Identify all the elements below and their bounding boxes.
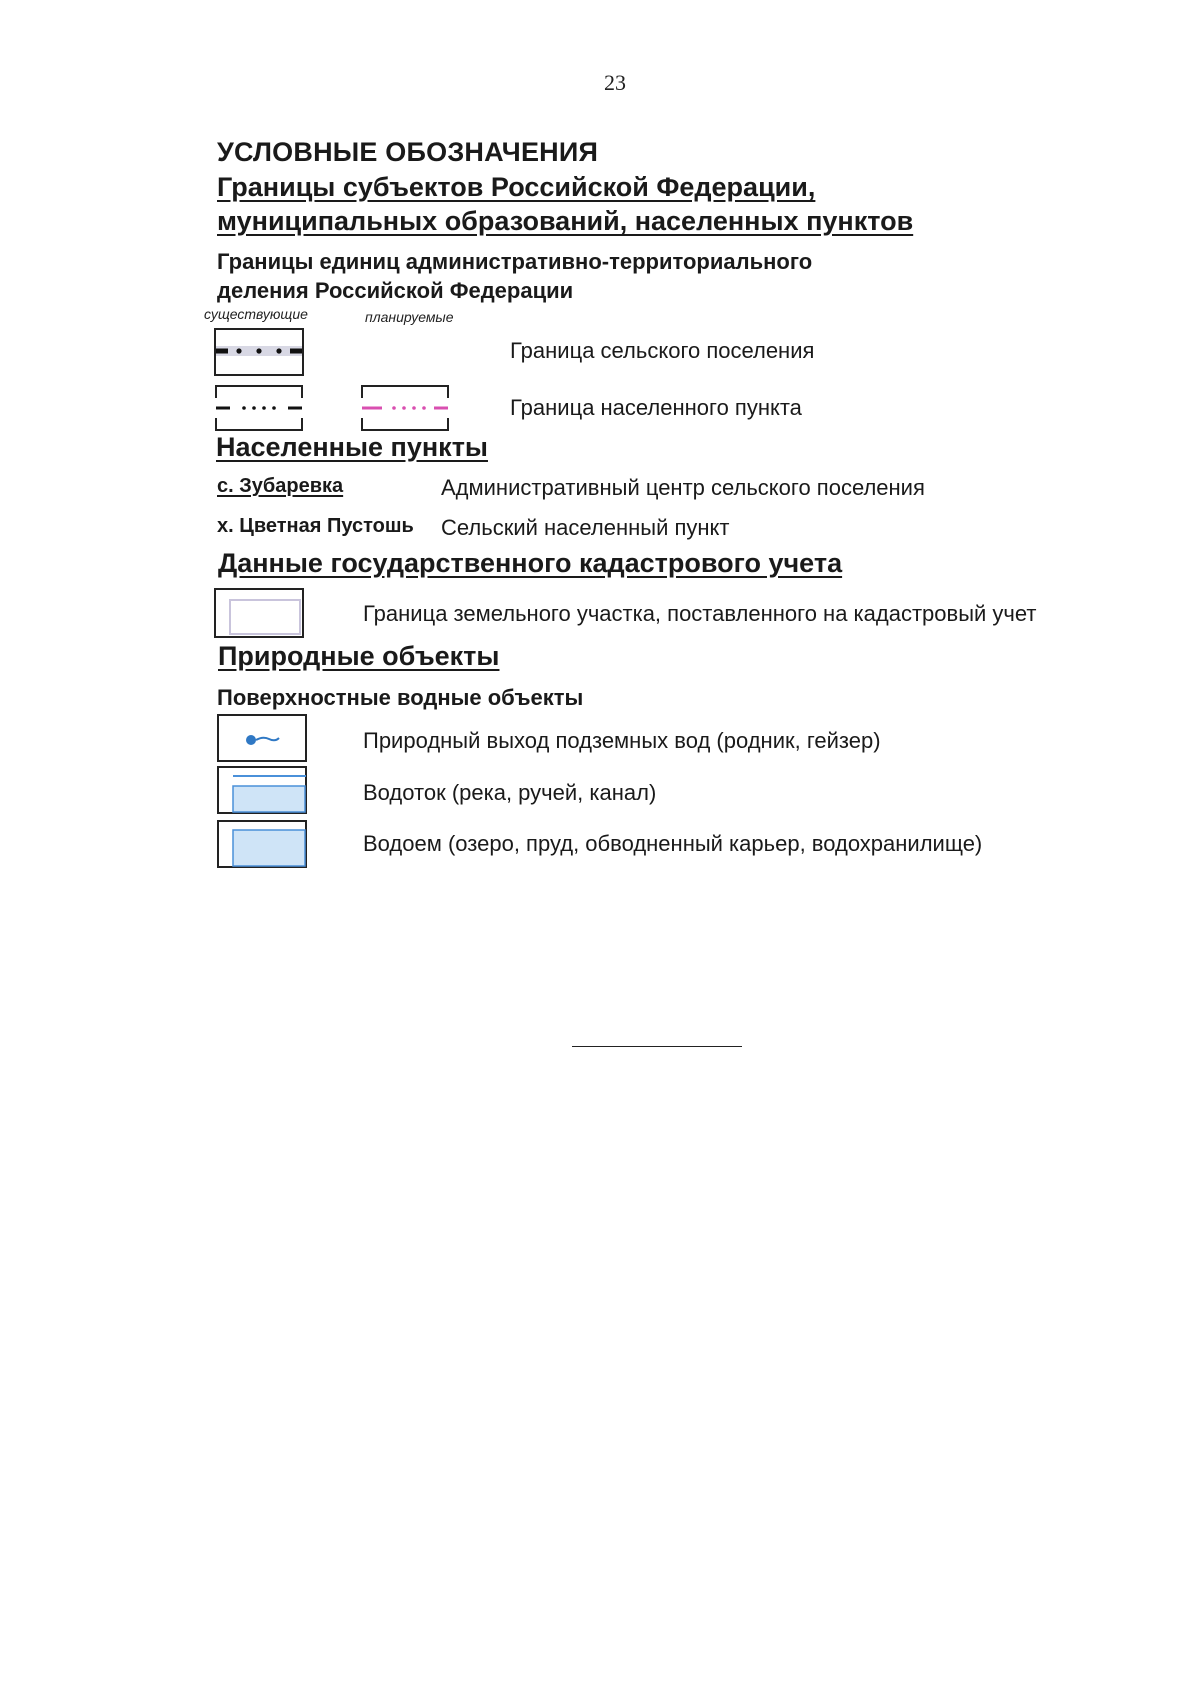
nature-heading: Природные объекты [218, 641, 500, 671]
borders-heading-line2: муниципальных образований, населенных пунктов [217, 206, 914, 236]
borders-heading-line1: Границы субъектов Российской Федерации, [217, 172, 816, 202]
watercourse-icon [217, 766, 307, 814]
legend-label-rural-border: Граница сельского поселения [510, 338, 815, 363]
legend-label-water-body: Водоем (озеро, пруд, обводненный карьер, водохранилище) [363, 831, 983, 856]
end-separator-line [572, 1046, 742, 1047]
settlements-heading: Населенные пункты [216, 432, 488, 462]
water-body-icon [217, 820, 307, 868]
legend-label-settlement-border: Граница населенного пункта [510, 395, 802, 420]
legend-label-land-plot: Граница земельного участка, поставленного на кадастровый учет [363, 601, 1037, 626]
rural-settlement-border-symbol [214, 328, 304, 376]
settlement-border-planned-symbol [360, 384, 450, 432]
legend-label-watercourse: Водоток (река, ручей, канал) [363, 780, 657, 805]
borders-subheading-line1: Границы единиц административно-территориального [217, 249, 813, 274]
cadastre-heading: Данные государственного кадастрового учета [218, 548, 843, 578]
legend-title: УСЛОВНЫЕ ОБОЗНАЧЕНИЯ [217, 137, 599, 167]
legend-label-spring: Природный выход подземных вод (родник, гейзер) [363, 728, 881, 753]
page-number: 23 [604, 70, 626, 95]
settlement-border-existing-symbol [214, 384, 304, 432]
column-existing-label: существующие [204, 306, 308, 322]
legend-label-admin-center: Административный центр сельского поселения [441, 475, 925, 500]
settlement-sample-rural: х. Цветная Пустошь [217, 515, 414, 537]
column-planned-label: планируемые [365, 309, 454, 325]
legend-label-rural-settlement: Сельский населенный пункт [441, 515, 730, 540]
settlement-sample-admin-center: с. Зубаревка [217, 475, 344, 497]
water-objects-subheading: Поверхностные водные объекты [217, 685, 584, 710]
spring-icon [217, 714, 307, 762]
land-plot-border-symbol [214, 588, 304, 638]
borders-subheading-line2: деления Российской Федерации [217, 278, 574, 303]
